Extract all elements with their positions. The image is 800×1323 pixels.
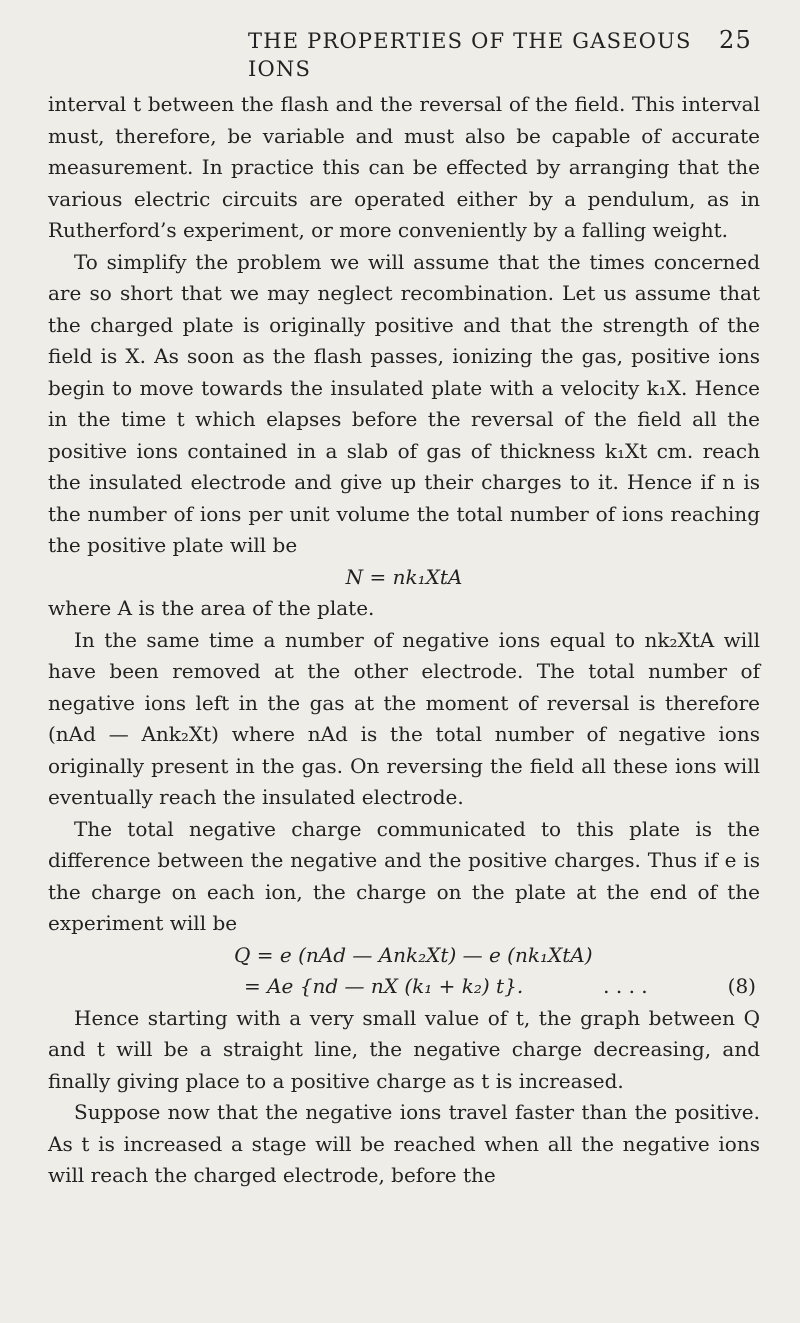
- paragraph: Hence starting with a very small value of t, the graph between Q and t will be a straight line, the negative charge decreasing, and finally giving place to a positive charge as t is increased.: [48, 1005, 760, 1093]
- running-title: THE PROPERTIES OF THE GASEOUS IONS: [248, 29, 692, 81]
- equation-Q-line-1: Q = e (nAd — Ank₂Xt) — e (nk₁XtA): [234, 942, 593, 967]
- equation-Q-line-2: [48, 971, 760, 1003]
- equation-N: N = nk₁XtA: [345, 564, 463, 589]
- equation-leader-dots: . . . .: [603, 974, 648, 998]
- page-number: 25: [719, 26, 752, 54]
- equation-number: (8): [727, 974, 756, 998]
- equation-Q-expression: = Ae {nd — nX (k₁ + k₂) t}.: [244, 974, 524, 998]
- paragraph: In the same time a number of negative ions equal to nk₂XtA will have been removed at the other electrode. The total number of negative ions left in the gas at the moment of reversal is therefore (nAd — Ank₂Xt) where nAd is the total number of negative ions originally present in the gas. On reversing the field all these ions will eventually reach the insulated electrode.: [48, 627, 760, 809]
- book-page: [48, 26, 760, 1192]
- paragraph: interval t between the flash and the reversal of the field. This interval must, therefore, be variable and must also be capable of accurate measurement. In practice this can be effected by arranging that the various electric circuits are operated either by a pendulum, as in Rutherford’s experiment, or more conveniently by a falling weight.: [48, 92, 760, 242]
- paragraph: Suppose now that the negative ions travel faster than the positive. As t is increased a stage will be reached when all the negative ions will reach the charged electrode, before the: [48, 1100, 760, 1187]
- paragraph: To simplify the problem we will assume that the times concerned are so short that we may neglect recombination. Let us assume that the charged plate is originally positive and that the strength of the field is X. As soon as the flash passes, ionizing the gas, positive ions begin to move towards the insulated plate with a velocity k₁X. Hence in the time t which elapses before the reversal of the field all the positive ions contained in a slab of gas of thickness k₁Xt cm. reach the insulated electrode and give up their charges to it. Hence if n is the number of ions per unit volume the total number of ions reaching the positive plate will be: [48, 249, 760, 557]
- body-text: [48, 89, 760, 1192]
- paragraph: where A is the area of the plate.: [48, 596, 375, 620]
- running-header: [48, 26, 760, 83]
- paragraph: The total negative charge communicated to this plate is the difference between the negative and the positive charges. Thus if e is the charge on each ion, the charge on the plate at the end of the experiment will be: [48, 816, 760, 935]
